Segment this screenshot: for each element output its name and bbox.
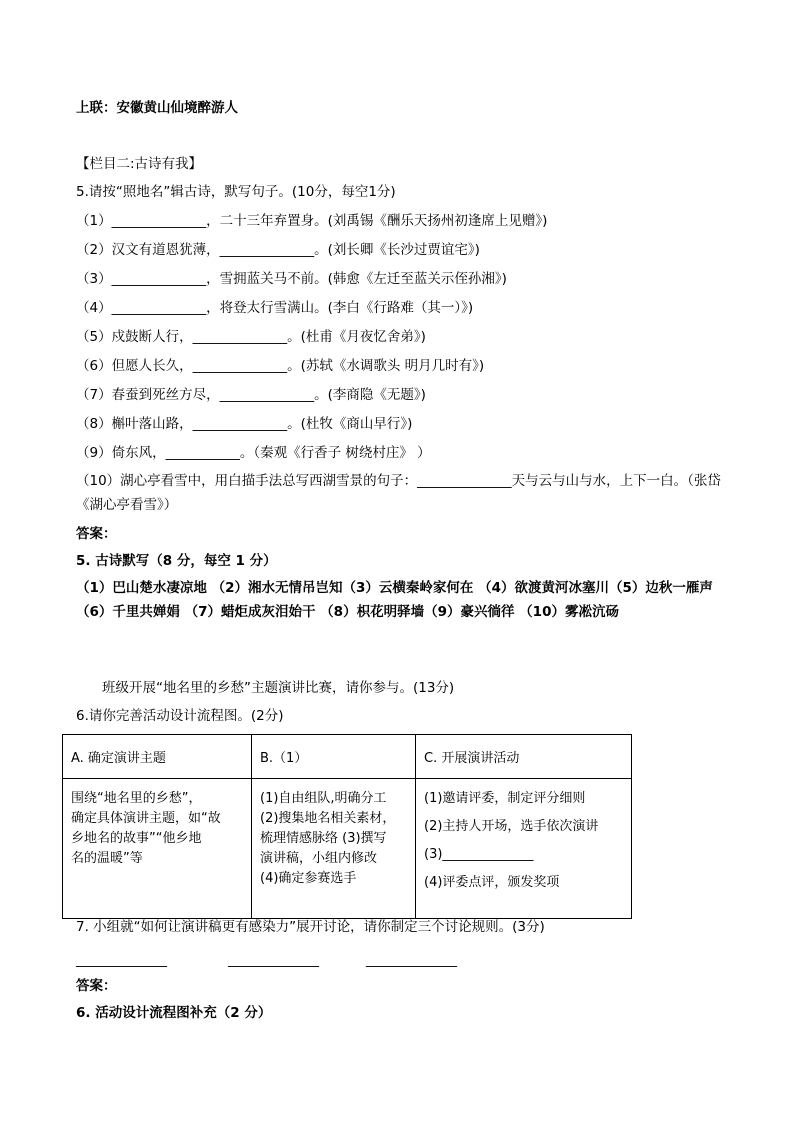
table-cell-c: [416, 779, 632, 919]
cell-line: (4)评委点评，颁发奖项: [424, 875, 560, 890]
poem-item: （9）倚东风，___________。（秦观《行香子 树绕村庄》 ）: [76, 445, 431, 461]
question-5-prompt: 5.请按“照地名”辑古诗，默写句子。(10分，每空1分): [76, 184, 396, 200]
poem-item: （8）槲叶落山路，______________。(杜牧《商山早行》): [76, 416, 413, 432]
cell-line: 梳理情感脉络 (3)撰写: [260, 831, 387, 846]
answer-5-body: （1）巴山楚水凄凉地 （2）湘水无情吊岂知（3）云横秦岭家何在 （4）欲渡黄河冰塞川（5）边秋一雁声 （6）千里共婵娟 （7）蜡炬成灰泪始干 （8）枳花明驿墙（9）豪兴徜徉 （10）雾凇沆砀: [76, 580, 713, 620]
flowchart-table: [62, 734, 632, 919]
question-7-prompt: 7. 小组就“如何让演讲稿更有感染力”展开讨论，请你制定三个讨论规则。(3分): [76, 919, 545, 935]
poem-item: （2）汉文有道恩犹薄，______________。(刘长卿《长沙过贾谊宅》): [76, 242, 480, 258]
cell-line: (1)邀请评委，制定评分细则: [424, 791, 586, 806]
answer-blank: ______________: [366, 953, 457, 968]
answer-blank: ______________: [76, 953, 167, 968]
cell-line: (2)搜集地名相关素材，: [260, 811, 396, 826]
answer-5-title: 5. 古诗默写（8 分，每空 1 分）: [76, 553, 277, 569]
cell-line: 乡地名的故事”“他乡地: [71, 831, 202, 846]
poem-item: （5）戍鼓断人行，______________。(杜甫《月夜忆舍弟》): [76, 329, 426, 345]
cell-line: (2)主持人开场，选手依次演讲: [424, 819, 599, 834]
table-cell-b: [252, 779, 416, 919]
cell-line: (1)自由组队,明确分工: [260, 791, 387, 806]
table-header-a: A. 确定演讲主题: [63, 735, 252, 779]
poem-item: （3）______________，雪拥蓝关马不前。(韩愈《左迁至蓝关示侄孙湘》): [76, 271, 507, 287]
section-title: 【栏目二:古诗有我】: [76, 156, 203, 172]
cell-line: 确定具体演讲主题，如“故: [71, 811, 221, 826]
activity-intro: 班级开展“地名里的乡愁”主题演讲比赛，请你参与。(13分): [102, 680, 455, 696]
answer-6-title: 6. 活动设计流程图补充（2 分）: [76, 1005, 272, 1021]
cell-line: (3)______________: [424, 847, 534, 862]
poem-item: （6）但愿人长久，______________。(苏轼《水调歌头 明月几时有》): [76, 358, 485, 374]
table-header-b: B.（1）: [252, 735, 416, 779]
answer-label: 答案：: [76, 978, 117, 994]
poem-item: （4）______________，将登太行雪满山。(李白《行路难（其一）》): [76, 300, 474, 316]
cell-line: 名的温暖”等: [71, 851, 143, 866]
question-6-prompt: 6.请你完善活动设计流程图。(2分): [76, 708, 284, 724]
poem-item-10: （10）湖心亭看雪中，用白描手法总写西湖雪景的句子：______________天与云与山与水，上下一白。（张岱《湖心亭看雪》）: [76, 473, 721, 513]
cell-line: 围绕“地名里的乡愁”，: [71, 791, 202, 806]
couplet-upper: 上联：安徽黄山仙境醉游人: [76, 100, 238, 116]
cell-line: (4)确定参赛选手: [260, 871, 357, 886]
answer-blank: ______________: [228, 953, 319, 968]
answer-label: 答案：: [76, 526, 117, 542]
table-cell-a: [63, 779, 252, 919]
cell-line: 演讲稿，小组内修改: [260, 851, 378, 866]
table-header-c: C. 开展演讲活动: [416, 735, 632, 779]
poem-item: （7）春蚕到死丝方尽，______________。(李商隐《无题》): [76, 387, 426, 403]
poem-item: （1）______________，二十三年弃置身。(刘禹锡《酬乐天扬州初逢席上见赠》): [76, 213, 548, 229]
